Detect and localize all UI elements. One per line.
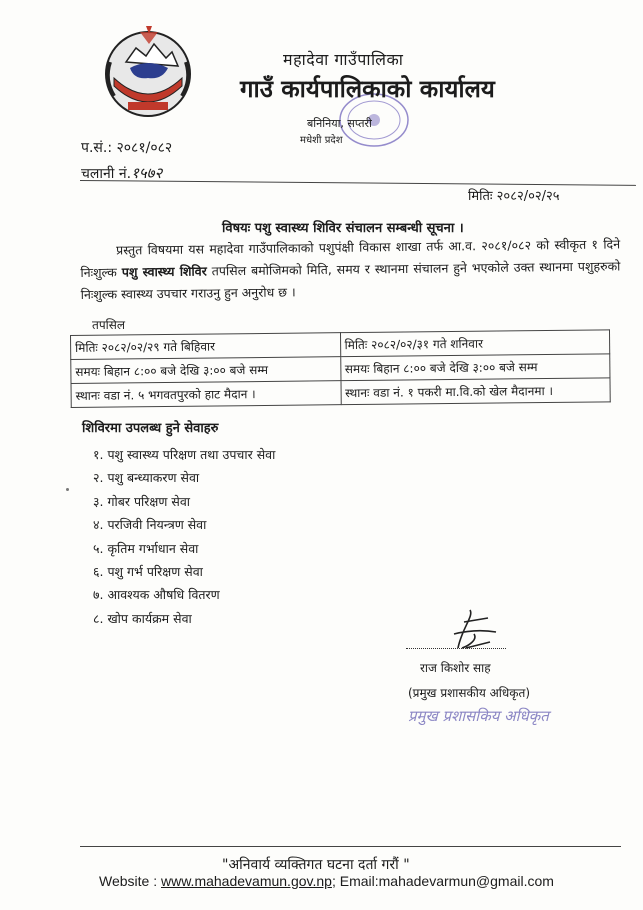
body-text-part1: प्रस्तुत विषयमा यस महादेवा गाउँपालिकाको पशुपंक्षी विकास शाखा तर्फ आ.व. २०८१/०८२ को स्वीकृत १ दिने निःशुल्क (80, 236, 621, 280)
email-text: ; Email:mahadevarmun@gmail.com (331, 873, 554, 889)
services-heading: शिविरमा उपलब्ध हुने सेवाहरु (82, 421, 219, 436)
signatory-name: राज किशोर साह (420, 661, 491, 675)
website-link[interactable]: www.mahadevamun.gov.np (161, 873, 332, 889)
details-label: तपसिल (92, 318, 126, 332)
list-item: ८. खोप कार्यक्रम सेवा (93, 610, 192, 626)
list-item: २. पशु बन्ध्याकरण सेवा (93, 470, 200, 486)
dispatch-handwritten-number: १५७२ (131, 164, 163, 182)
dispatch-label: चलानी नं. (81, 166, 132, 182)
nepal-emblem-icon (96, 22, 200, 120)
body-text-bold: पशु स्वास्थ्य शिविर (121, 263, 207, 280)
list-item: ३. गोबर परिक्षण सेवा (93, 493, 191, 509)
schedule-cell: समयः बिहान ८:०० बजे देखि ३:०० बजे सम्म (71, 357, 341, 384)
body-paragraph (80, 233, 621, 306)
list-item: ६. पशु गर्भ परिक्षण सेवा (93, 563, 203, 579)
footer-contact (99, 873, 554, 889)
footer-motto: "अनिवार्य व्यक्तिगत घटना दर्ता गरौं " (222, 857, 410, 873)
list-item: ४. परजिवी नियन्त्रण सेवा (93, 517, 207, 533)
table-row (71, 378, 610, 408)
schedule-cell: मितिः २०८२/०२/३१ गते शनिवार (340, 330, 610, 357)
subject-line: विषयः पशु स्वास्थ्य शिविर संचालन सम्बन्धी सूचना । (222, 221, 464, 236)
reference-number: प.सं.: २०८१/०८२ (81, 140, 173, 156)
schedule-table (70, 329, 611, 408)
speck-mark (66, 488, 69, 491)
address-line-2: मधेशी प्रदेश (300, 135, 343, 146)
designation-stamp: प्रमुख प्रशासकिय अधिकृत (408, 707, 549, 725)
services-list (93, 443, 275, 630)
list-item: ५. कृतिम गर्भाधान सेवा (93, 540, 199, 556)
body-text-part2: तपसिल बमोजिमको मिति, समय र स्थानमा संचालन हुने भएकोले उक्त स्थानमा पशुहरुको निःशुल्क स्वास्थ्य उपचार गराउनु हुन अनुरोध छ । (80, 258, 621, 302)
letter-date: मितिः २०८२/०२/२५ (468, 189, 560, 204)
office-name: गाउँ कार्यपालिकाको कार्यालय (240, 75, 495, 103)
header-divider (80, 180, 636, 186)
footer-divider (80, 846, 621, 847)
schedule-cell: स्थानः वडा नं. १ पकरी मा.वि.को खेल मैदानमा । (340, 378, 610, 405)
schedule-cell: स्थानः वडा नं. ५ भगवतपुरको हाट मैदान । (71, 381, 341, 408)
website-label: Website : (99, 873, 161, 889)
schedule-cell: मितिः २०८२/०२/२९ गते बिहिवार (71, 333, 341, 360)
municipality-name: महादेवा गाउँपालिका (283, 50, 404, 69)
list-item: १. पशु स्वास्थ्य परिक्षण तथा उपचार सेवा (93, 447, 276, 462)
address-line-1: बनिनिया, सप्तरी (307, 117, 372, 130)
signatory-title: (प्रमुख प्रशासकीय अधिकृत) (408, 686, 531, 700)
signature-line (406, 648, 506, 649)
schedule-cell: समयः बिहान ८:०० बजे देखि ३:०० बजे सम्म (340, 354, 610, 381)
list-item: ७. आवश्यक औषधि वितरण (93, 587, 220, 603)
